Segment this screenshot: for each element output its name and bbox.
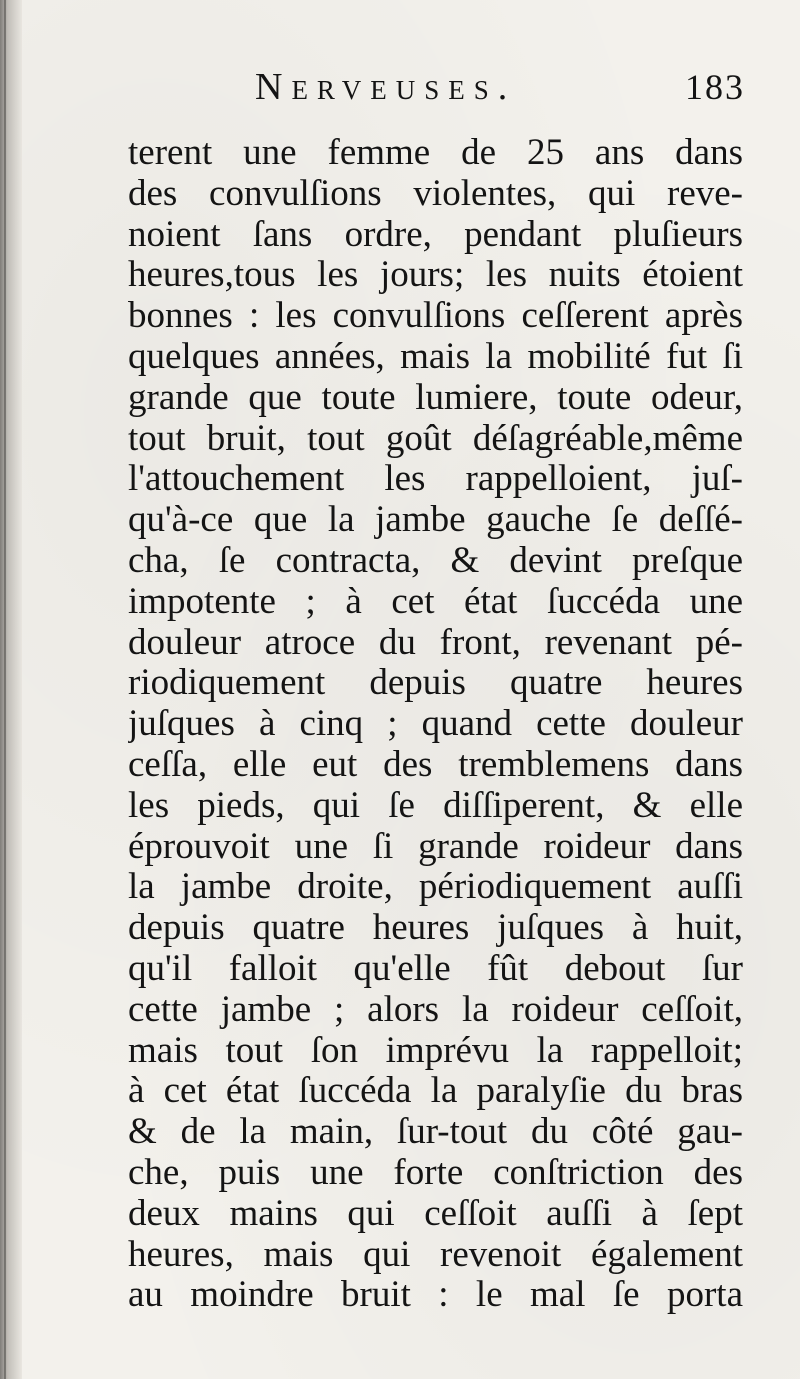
page-header — [255, 62, 745, 112]
text-line: qu'à-ce que la jambe gauche ſe deſſé- — [128, 500, 743, 541]
text-line: che, puis une forte conſtriction des — [128, 1152, 743, 1193]
text-line: depuis quatre heures juſques à huit, — [128, 908, 743, 949]
text-line: éprouvoit une ſi grande roideur dans — [128, 826, 743, 867]
page-number: 183 — [685, 67, 745, 107]
text-line: bonnes : les convulſions ceſſerent après — [128, 296, 743, 337]
text-line: juſques à cinq ; quand cette douleur — [128, 704, 743, 745]
text-line: la jambe droite, périodiquement auſſi — [128, 867, 743, 908]
text-line: l'attouchement les rappelloient, juſ- — [128, 459, 743, 500]
text-line: mais tout ſon imprévu la rappelloit; — [128, 1030, 743, 1071]
text-line: noient ſans ordre, pendant pluſieurs — [128, 214, 743, 255]
text-line: tout bruit, tout goût déſagréable,même — [128, 418, 743, 459]
text-line: & de la main, ſur-tout du côté gau- — [128, 1112, 743, 1153]
text-line: les pieds, qui ſe diſſiperent, & elle — [128, 785, 743, 826]
text-line: cha, ſe contracta, & devint preſque — [128, 540, 743, 581]
text-line: heures,tous les jours; les nuits étoient — [128, 255, 743, 296]
body-text — [128, 133, 743, 1316]
text-line: riodiquement depuis quatre heures — [128, 663, 743, 704]
text-line: douleur atroce du front, revenant pé- — [128, 622, 743, 663]
text-line: à cet état ſuccéda la paralyſie du bras — [128, 1071, 743, 1112]
text-line: terent une femme de 25 ans dans — [128, 133, 743, 173]
text-line: ceſſa, elle eut des tremblemens dans — [128, 744, 743, 785]
text-line: au moindre bruit : le mal ſe porta — [128, 1275, 743, 1316]
text-line: cette jambe ; alors la roideur ceſſoit, — [128, 989, 743, 1030]
text-line: heures, mais qui revenoit également — [128, 1234, 743, 1275]
text-line: deux mains qui ceſſoit auſſi à ſept — [128, 1193, 743, 1234]
running-head: Nerveuses. — [255, 66, 517, 108]
text-line: quelques années, mais la mobilité fut ſi — [128, 336, 743, 377]
text-line: grande que toute lumiere, toute odeur, — [128, 377, 743, 418]
text-line: des convulſions violentes, qui reve- — [128, 173, 743, 214]
text-line: impotente ; à cet état ſuccéda une — [128, 581, 743, 622]
text-line: qu'il falloit qu'elle fût debout ſur — [128, 948, 743, 989]
binding-edge — [0, 0, 22, 1379]
